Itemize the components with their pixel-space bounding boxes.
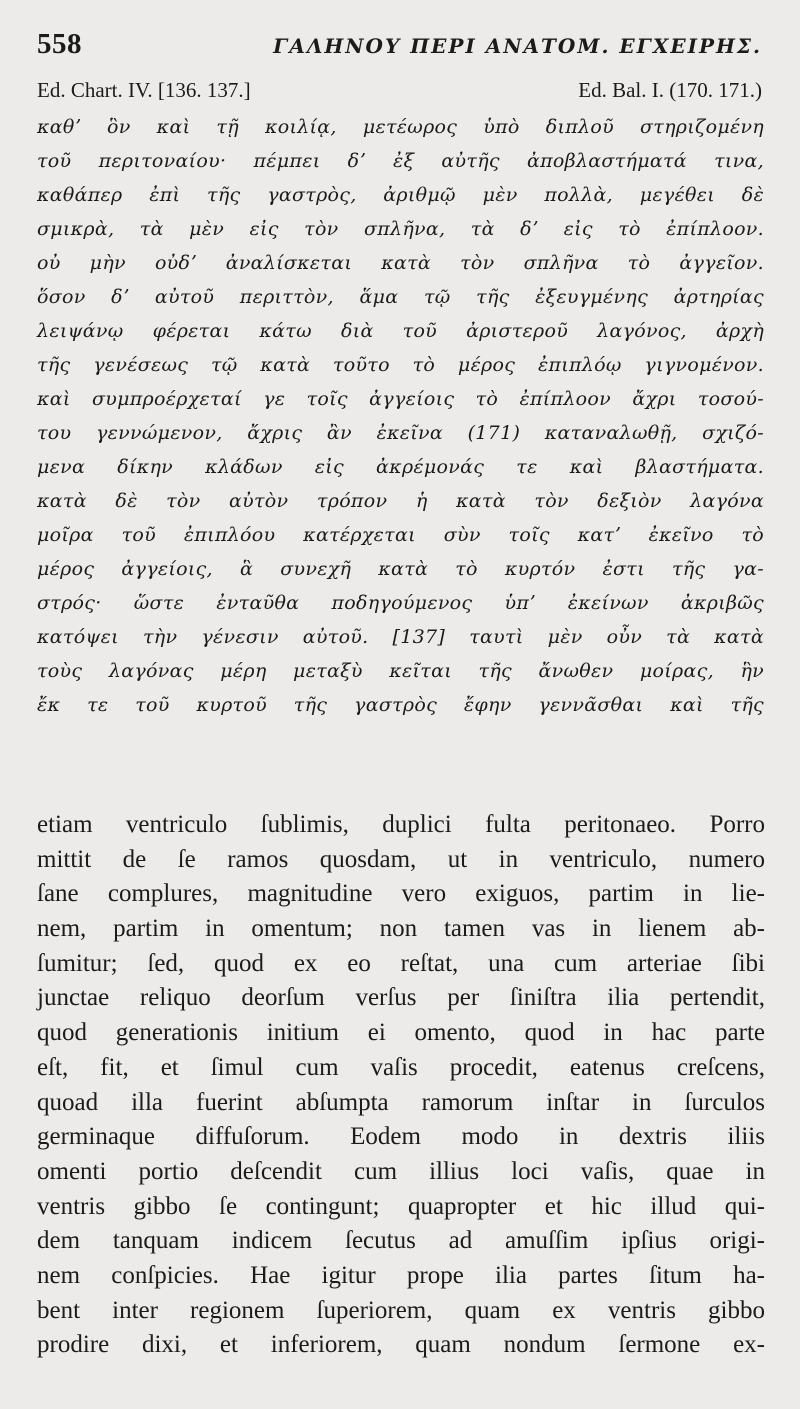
- greek-line: κατὰ δὲ τὸν αὐτὸν τρόπον ἡ κατὰ τὸν δεξιὸν λαγόνα: [37, 490, 764, 512]
- greek-line: μέρος ἀγγείοις, ἃ συνεχῆ κατὰ τὸ κυρτόν ἐστι τῆς γα-: [37, 558, 764, 580]
- latin-line: ſane complures, magnitudine vero exiguos, partim in lie-: [37, 880, 765, 908]
- latin-line: quoad illa fuerint abſumpta ramorum inſtar in ſurculos: [37, 1088, 765, 1116]
- greek-line: καὶ συμπροέρχεταί γε τοῖς ἀγγείοις τὸ ἐπίπλοον ἄχρι τοσού-: [37, 388, 764, 410]
- page-number: 558: [37, 28, 82, 60]
- latin-line: prodire dixi, et inferiorem, quam nondum ſermone ex-: [37, 1331, 765, 1359]
- latin-text-block: [37, 808, 765, 1363]
- greek-line: ὅσον δʼ αὐτοῦ περιττὸν, ἅμα τῷ τῆς ἐξευγμένης ἀρτηρίας: [37, 286, 764, 308]
- latin-line: germinaque diffuſorum. Eodem modo in dextris iliis: [37, 1123, 765, 1151]
- greek-line: σμικρὰ, τὰ μὲν εἰς τὸν σπλῆνα, τὰ δʼ εἰς τὸ ἐπίπλοον.: [37, 218, 764, 240]
- greek-line: κατόψει τὴν γένεσιν αὐτοῦ. [137] ταυτὶ μὲν οὖν τὰ κατὰ: [37, 626, 764, 648]
- edition-chartier: Ed. Chart. IV. [136. 137.]: [37, 78, 251, 102]
- latin-line: omenti portio deſcendit cum illius loci vaſis, quae in: [37, 1157, 765, 1185]
- greek-line: καθʼ ὃν καὶ τῇ κοιλίᾳ, μετέωρος ὑπὸ διπλοῦ στηριζομένη: [37, 116, 764, 138]
- edition-basel: Ed. Bal. I. (170. 171.): [578, 78, 762, 102]
- greek-line: τοὺς λαγόνας μέρη μεταξὺ κεῖται τῆς ἄνωθεν μοίρας, ἣν: [37, 660, 764, 682]
- greek-line: στρός· ὥστε ἐνταῦθα ποδηγούμενος ὑπʼ ἐκείνων ἀκριβῶς: [37, 592, 764, 614]
- edition-reference: [37, 78, 762, 103]
- greek-line: του γεννώμενον, ἄχρις ἂν ἐκεῖνα (171) καταναλωθῇ, σχιζό-: [37, 422, 764, 444]
- page-header: [37, 28, 762, 61]
- greek-line: καθάπερ ἐπὶ τῆς γαστρὸς, ἀριθμῷ μὲν πολλὰ, μεγέθει δὲ: [37, 184, 764, 206]
- latin-line: dem tanquam indicem ſecutus ad amuſſim ipſius origi-: [37, 1227, 765, 1255]
- latin-line: ſumitur; ſed, quod ex eo reſtat, una cum arteriae ſibi: [37, 949, 765, 977]
- latin-line: bent inter regionem ſuperiorem, quam ex ventris gibbo: [37, 1296, 765, 1324]
- latin-line: nem, partim in omentum; non tamen vas in lienem ab-: [37, 915, 765, 943]
- running-title: ΓΑΛΗΝΟΥ ΠΕΡΙ ΑΝΑΤΟΜ. ΕΓΧΕΙΡΗΣ.: [273, 34, 762, 58]
- latin-line: nem conſpicies. Hae igitur prope ilia partes ſitum ha-: [37, 1261, 765, 1289]
- greek-line: τῆς γενέσεως τῷ κατὰ τοῦτο τὸ μέρος ἐπιπλόῳ γιγνομένον.: [37, 354, 764, 376]
- greek-text-block: [37, 110, 764, 722]
- greek-line: ἔκ τε τοῦ κυρτοῦ τῆς γαστρὸς ἔφην γεννᾶσθαι καὶ τῆς: [37, 694, 764, 716]
- latin-line: ventris gibbo ſe contingunt; quapropter et hic illud qui-: [37, 1192, 765, 1220]
- latin-line: mittit de ſe ramos quosdam, ut in ventriculo, numero: [37, 845, 765, 873]
- greek-line: μενα δίκην κλάδων εἰς ἀκρέμονάς τε καὶ βλαστήματα.: [37, 456, 764, 478]
- greek-line: τοῦ περιτοναίου· πέμπει δʼ ἐξ αὐτῆς ἀποβλαστήματά τινα,: [37, 150, 764, 172]
- greek-line: μοῖρα τοῦ ἐπιπλόου κατέρχεται σὺν τοῖς κατʼ ἐκεῖνο τὸ: [37, 524, 764, 546]
- greek-line: λειψάνῳ φέρεται κάτω διὰ τοῦ ἀριστεροῦ λαγόνος, ἀρχὴ: [37, 320, 764, 342]
- latin-line: junctae reliquo deorſum verſus per ſiniſtra ilia pertendit,: [37, 984, 765, 1012]
- greek-line: οὐ μὴν οὐδʼ ἀναλίσκεται κατὰ τὸν σπλῆνα τὸ ἀγγεῖον.: [37, 252, 764, 274]
- latin-line: eſt, fit, et ſimul cum vaſis procedit, eatenus creſcens,: [37, 1053, 765, 1081]
- latin-line: quod generationis initium ei omento, quod in hac parte: [37, 1019, 765, 1047]
- latin-line: etiam ventriculo ſublimis, duplici fulta peritonaeo. Porro: [37, 811, 765, 838]
